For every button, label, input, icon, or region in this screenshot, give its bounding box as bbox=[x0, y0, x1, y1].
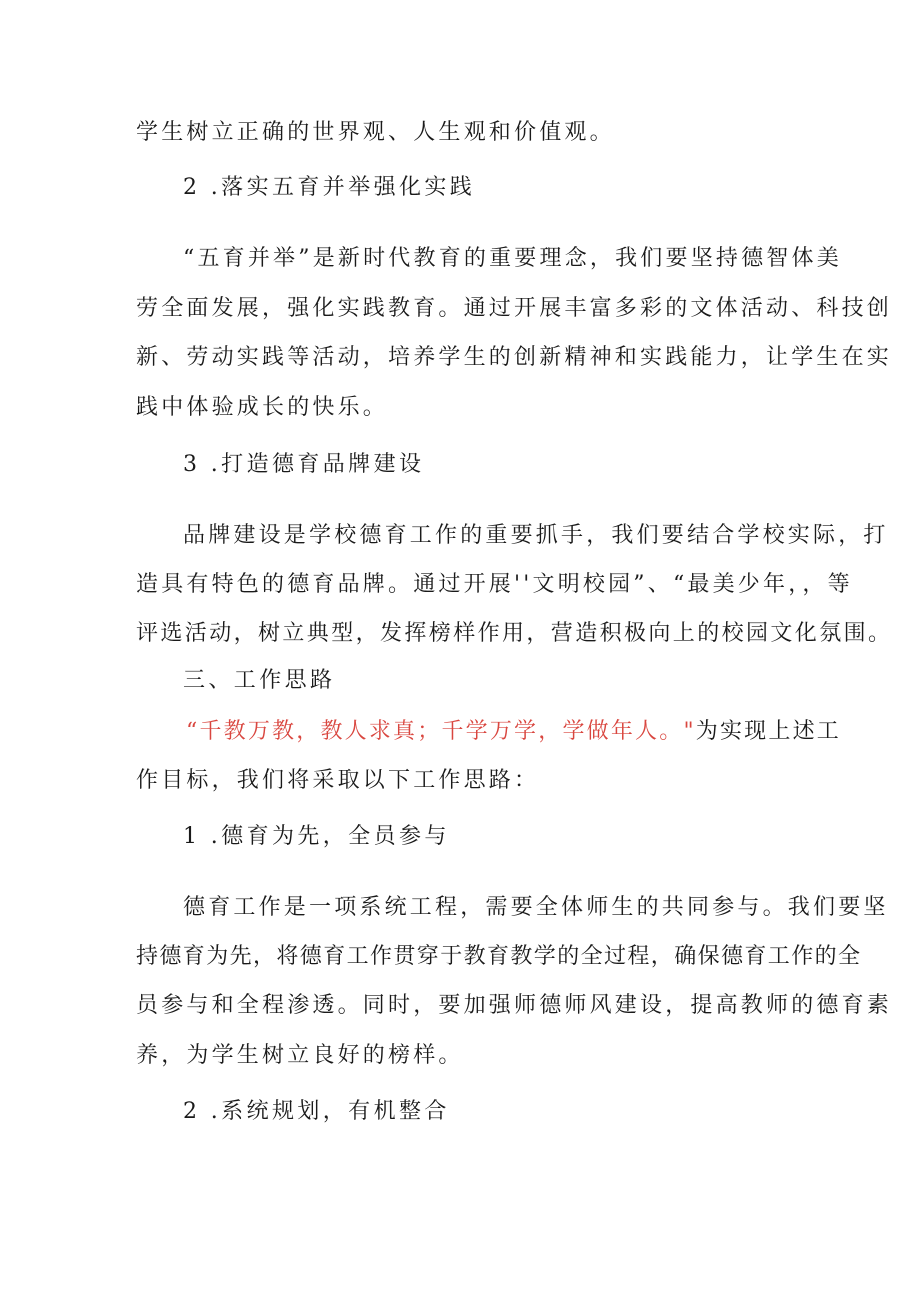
paragraph-line: 学生树立正确的世界观、人生观和价值观。 bbox=[136, 120, 615, 145]
paragraph-line: 品牌建设是学校德育工作的重要抓手，我们要结合学校实际，打 bbox=[183, 523, 889, 548]
paragraph-line: 德育工作是一项系统工程，需要全体师生的共同参与。我们要坚 bbox=[183, 895, 889, 920]
paragraph-line: 评选活动，树立典型，发挥榜样作用，营造积极向上的校园文化氛围。 bbox=[136, 621, 893, 646]
quote-line bbox=[186, 717, 841, 747]
paragraph-line: 劳全面发展，强化实践教育。通过开展丰富多彩的文体活动、科技创 bbox=[136, 296, 893, 321]
subheading-system-planning: 2 .系统规划，有机整合 bbox=[183, 1099, 450, 1124]
paragraph-line: 造具有特色的德育品牌。通过开展''文明校园”、“最美少年，，等 bbox=[136, 572, 853, 597]
paragraph-line: 新、劳动实践等活动，培养学生的创新精神和实践能力，让学生在实 bbox=[136, 345, 893, 370]
subheading-moral-first: 1 .德育为先，全员参与 bbox=[183, 824, 450, 849]
paragraph-line: 持德育为先，将德育工作贯穿于教育教学的全过程，确保德育工作的全 bbox=[136, 944, 862, 969]
subheading-implement-five-education: 2 .落实五育并举强化实践 bbox=[183, 175, 476, 200]
section-title-work-ideas: 三、工作思路 bbox=[183, 668, 336, 693]
paragraph-line: 员参与和全程渗透。同时，要加强师德师风建设，提高教师的德育素 bbox=[136, 993, 893, 1018]
quote-highlight: “千教万教，教人求真；千学万学，学做年人。" bbox=[186, 719, 696, 744]
paragraph-line: 践中体验成长的快乐。 bbox=[136, 395, 389, 420]
paragraph-line: “五育并举”是新时代教育的重要理念，我们要坚持德智体美 bbox=[183, 246, 842, 271]
subheading-moral-brand: 3 .打造德育品牌建设 bbox=[183, 452, 425, 477]
paragraph-line: 养，为学生树立良好的榜样。 bbox=[136, 1043, 464, 1068]
paragraph-line: 作目标，我们将采取以下工作思路： bbox=[136, 768, 540, 793]
quote-followup: 为实现上述工 bbox=[695, 719, 841, 744]
